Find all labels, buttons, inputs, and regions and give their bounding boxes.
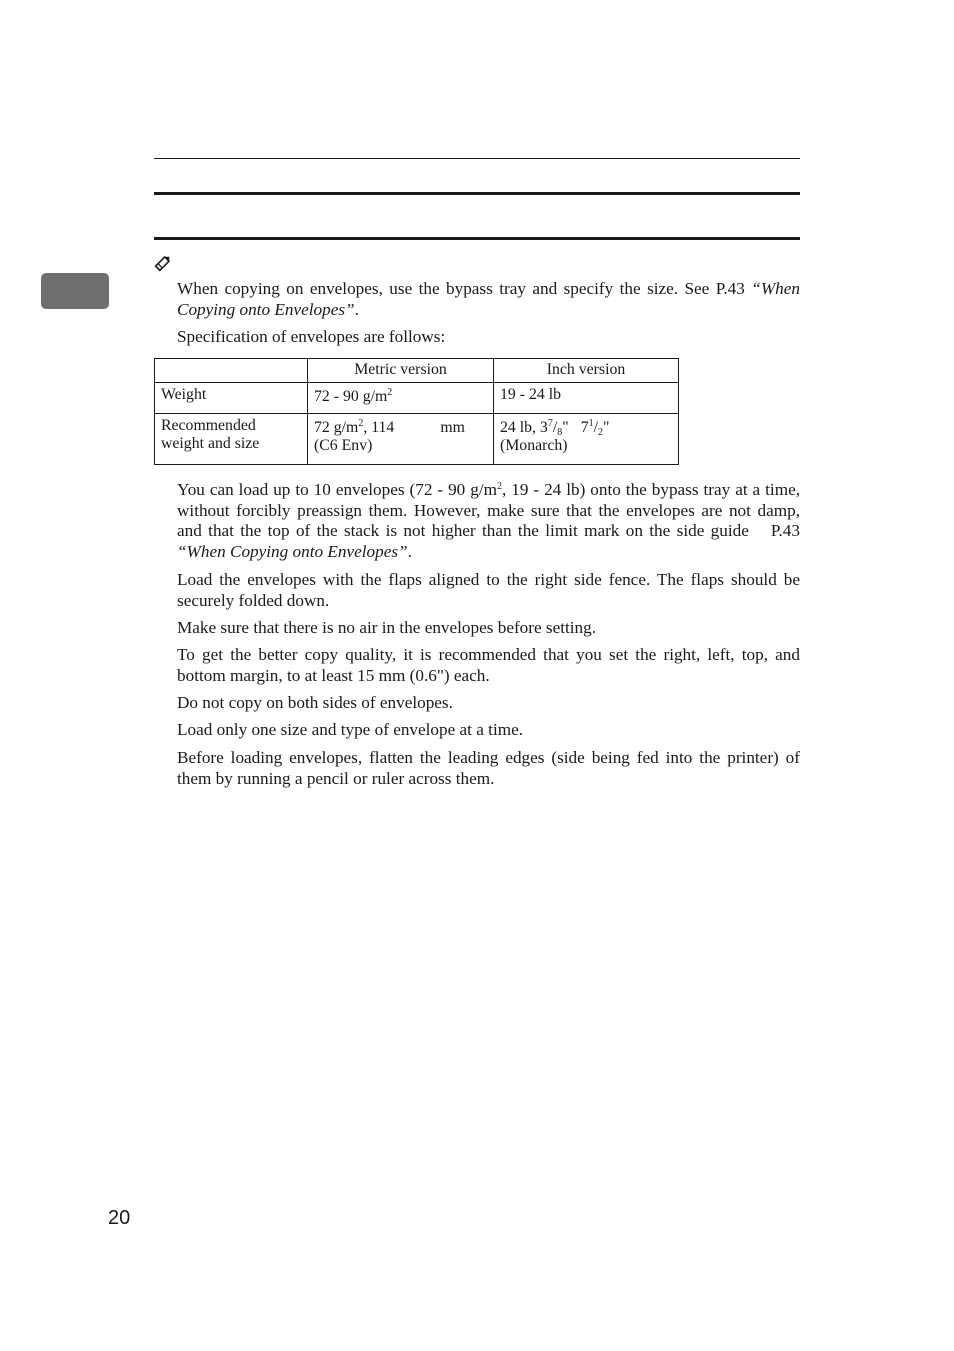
note-spec-intro: Specification of envelopes are follows: (177, 327, 446, 346)
pencil-note-icon (153, 253, 173, 273)
recommended-inch-cell: 24 lb, $3^7/_8$" $7^1/_2$" (Monarch) (494, 414, 679, 465)
row-label-weight: Weight (155, 383, 308, 414)
table-header-blank (155, 359, 308, 383)
row-label-recommended: Recommended weight and size (155, 414, 308, 465)
note-margins: To get the better copy quality, it is recommended that you set the right, left, top, and bottom margin, to at least 15 mm (0.6") each. (177, 645, 800, 685)
note-flatten-edges: Before loading envelopes, flatten the leading edges (side being fed into the printer) of them by running a pencil or ruler across them. (177, 748, 800, 788)
header-rule-thin (154, 158, 800, 159)
note-bypass-tray: When copying on envelopes, use the bypass tray and specify the size. See P.43 “When Copying onto Envelopes”. (177, 279, 800, 319)
title-rule-top (154, 192, 800, 195)
note-flaps: Load the envelopes with the flaps aligned to the right side fence. The flaps should be securely folded down. (177, 570, 800, 610)
page-number: 20 (108, 1207, 131, 1229)
envelope-spec-table (154, 358, 679, 465)
recommended-metric-cell: 72 $g/m^2$, 114 mm (C6 Env) (308, 414, 494, 465)
weight-metric-cell: 72 - 90 $g/m^2$ (308, 383, 494, 414)
weight-inch-cell: 19 - 24 lb (494, 383, 679, 414)
table-row-weight (155, 383, 679, 414)
table-header-inch: Inch version (494, 359, 679, 383)
note-no-air: Make sure that there is no air in the envelopes before setting. (177, 618, 597, 637)
chapter-tab (41, 273, 109, 309)
table-header-metric: Metric version (308, 359, 494, 383)
ref-link-envelopes[interactable]: “When Copying onto Envelopes” (177, 279, 800, 319)
table-header-row (155, 359, 679, 383)
title-rule-bottom (154, 237, 800, 240)
ref-link-envelopes-2[interactable]: “When Copying onto Envelopes” (177, 541, 408, 561)
note-load-capacity: You can load up to 10 envelopes (72 - 90 $g/m^2$, 19 - 24 lb) onto the bypass tray at a time, without forcibly preassign them. However, make sure that the envelopes are not damp, and that the top of the stack is not higher than the limit mark on the side guide P.43 “When Copying onto Envelopes”. (177, 480, 800, 561)
note-one-size: Load only one size and type of envelope at a time. (177, 720, 524, 739)
note-one-side: Do not copy on both sides of envelopes. (177, 693, 453, 712)
table-row-recommended (155, 414, 679, 465)
